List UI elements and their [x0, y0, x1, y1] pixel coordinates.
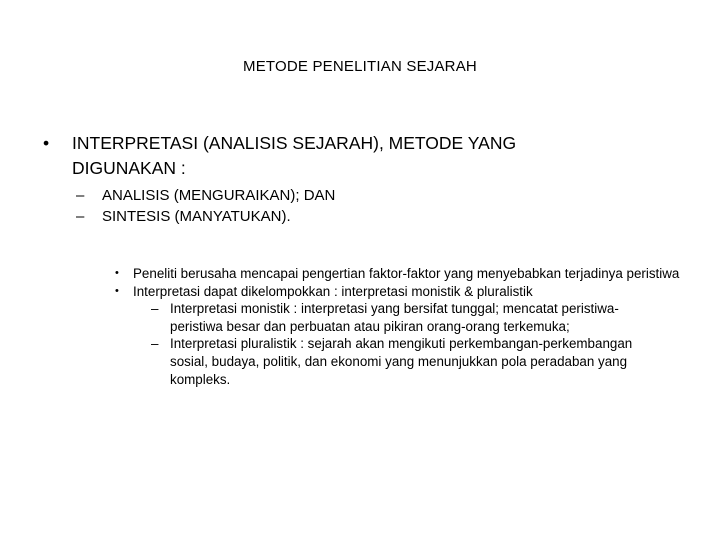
slide-title: METODE PENELITIAN SEJARAH	[243, 58, 477, 75]
bullet-marker: •	[115, 284, 119, 297]
dash-marker: –	[76, 208, 85, 225]
sub-item-sintesis	[76, 206, 536, 227]
detail-sub-text: Interpretasi monistik : interpretasi yang bersifat tunggal; mencatat peristiwa-peristiwa besar dan perbuatan atau pikiran orang-orang terkemuka;	[170, 301, 619, 334]
detail-bullet-text: Interpretasi dapat dikelompokkan : interpretasi monistik & pluralistik	[133, 283, 533, 299]
sub-item-analisis	[76, 185, 536, 206]
bullet-marker: •	[115, 267, 119, 279]
detail-bullet-interpretasi	[115, 283, 695, 301]
main-bullet	[43, 131, 603, 181]
dash-marker: –	[151, 301, 159, 317]
bullet-marker: •	[43, 133, 50, 153]
detail-sub-monistik	[151, 300, 645, 335]
detail-sub-pluralistik	[151, 335, 645, 388]
detail-bullet-peneliti	[115, 265, 695, 283]
sub-item-text: SINTESIS (MANYATUKAN).	[102, 208, 291, 225]
dash-marker: –	[151, 336, 159, 352]
detail-sub-text: Interpretasi pluralistik : sejarah akan mengikuti perkembangan-perkembangan sosial, budaya, politik, dan ekonomi yang menunjukkan pola peradaban yang kompleks.	[170, 336, 633, 387]
sub-item-text: ANALISIS (MENGURAIKAN); DAN	[102, 187, 336, 204]
dash-marker: –	[76, 187, 85, 204]
detail-bullet-text: Peneliti berusaha mencapai pengertian faktor-faktor yang menyebabkan terjadinya peristiwa	[133, 266, 680, 281]
main-bullet-text: INTERPRETASI (ANALISIS SEJARAH), METODE YANG DIGUNAKAN :	[72, 133, 517, 178]
sub-list	[76, 185, 536, 227]
detail-list	[115, 265, 695, 388]
